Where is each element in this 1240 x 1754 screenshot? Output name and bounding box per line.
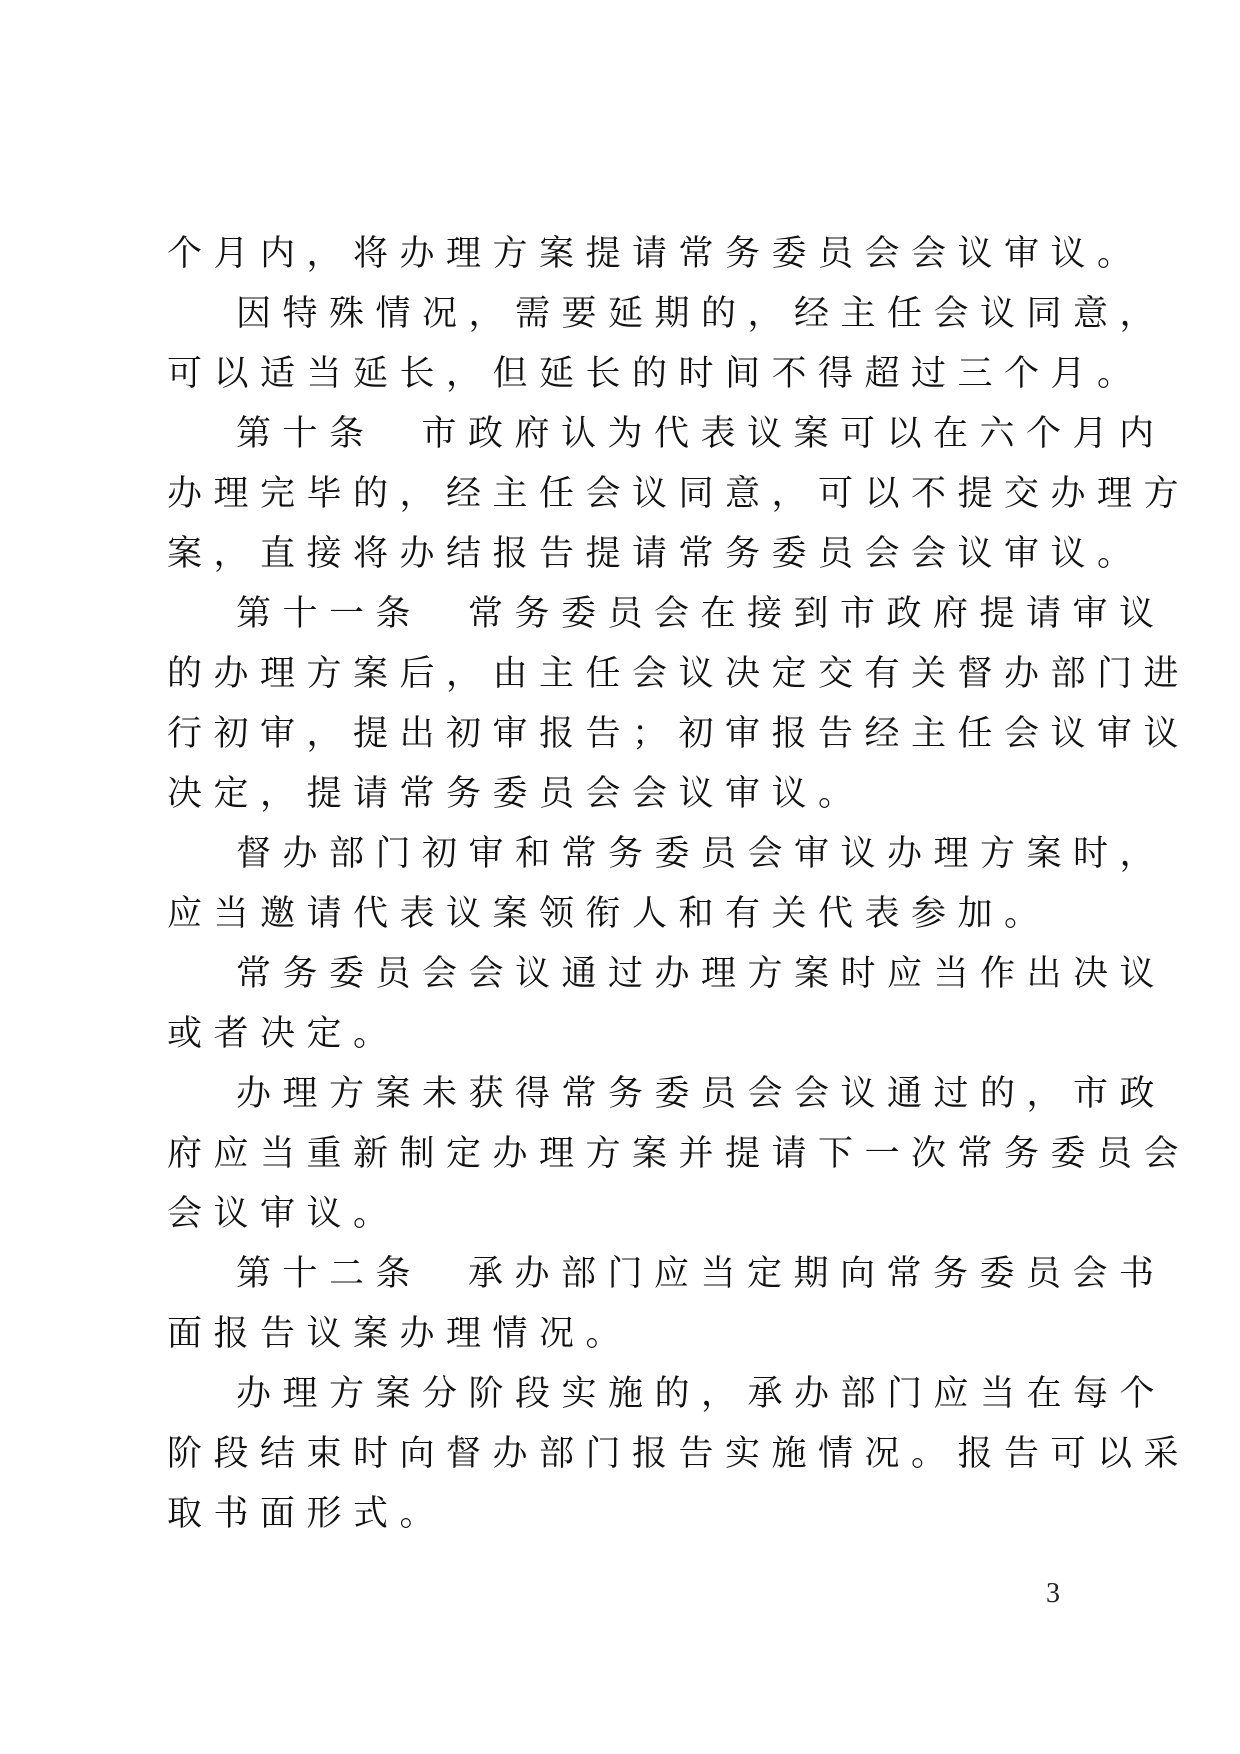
line-text: 可以适当延长，但延长的时间不得超过三个月。 — [167, 354, 1144, 394]
line-text: 常务委员会会议通过办理方案时应当作出决议 — [236, 954, 1167, 994]
line-text: 应当邀请代表议案领衔人和有关代表参加。 — [167, 894, 1051, 934]
line-text: 案，直接将办结报告提请常务委员会会议审议。 — [167, 534, 1144, 574]
article-number: 第十一条 — [236, 594, 423, 634]
text-line — [167, 344, 1144, 404]
line-text: 常务委员会在接到市政府提请审议 — [468, 594, 1166, 634]
article-number: 第十条 — [236, 414, 376, 454]
text-line — [167, 524, 1144, 584]
paragraph-first-line — [167, 284, 1167, 344]
line-text: 办理方案分阶段实施的，承办部门应当在每个 — [236, 1374, 1167, 1414]
text-line — [167, 1304, 1087, 1364]
line-text: 或者决定。 — [167, 1014, 400, 1054]
line-text: 会议审议。 — [167, 1194, 400, 1234]
line-text: 阶段结束时向督办部门报告实施情况。报告可以采 — [167, 1434, 1191, 1474]
line-text: 行初审，提出初审报告；初审报告经主任会议审议 — [167, 714, 1191, 754]
paragraph-first-line — [167, 1364, 1167, 1424]
text-line — [167, 1004, 1087, 1064]
line-text: 因特殊情况，需要延期的，经主任会议同意， — [236, 294, 1167, 334]
line-text: 办理方案未获得常务委员会会议通过的，市政 — [236, 1074, 1167, 1114]
article-10-heading-line — [167, 404, 1166, 464]
line-text: 面报告议案办理情况。 — [167, 1314, 633, 1354]
text-line — [167, 704, 1191, 764]
text-line — [167, 1484, 1087, 1544]
line-text: 的办理方案后，由主任会议决定交有关督办部门进 — [167, 654, 1191, 694]
page-number: 3 — [1046, 1578, 1060, 1609]
text-line — [167, 644, 1191, 704]
line-text: 决定，提请常务委员会会议审议。 — [167, 774, 865, 814]
text-line — [167, 464, 1191, 524]
line-text: 市政府认为代表议案可以在六个月内 — [421, 414, 1166, 454]
text-line — [167, 1424, 1191, 1484]
line-text: 个月内，将办理方案提请常务委员会会议审议。 — [167, 234, 1144, 274]
line-text: 取书面形式。 — [167, 1494, 447, 1534]
paragraph-first-line — [167, 944, 1167, 1004]
line-text: 督办部门初审和常务委员会审议办理方案时， — [236, 834, 1167, 874]
line-text: 办理完毕的，经主任会议同意，可以不提交办理方 — [167, 474, 1191, 514]
text-line — [167, 764, 1087, 824]
text-line — [167, 1184, 1087, 1244]
body-text — [167, 224, 1191, 1544]
paragraph-first-line — [167, 1064, 1167, 1124]
article-number: 第十二条 — [236, 1254, 423, 1294]
line-text: 承办部门应当定期向常务委员会书 — [468, 1254, 1166, 1294]
line-text: 府应当重新制定办理方案并提请下一次常务委员会 — [167, 1134, 1191, 1174]
article-12-heading-line — [167, 1244, 1166, 1304]
text-line — [167, 1124, 1191, 1184]
text-line — [167, 884, 1087, 944]
text-line — [167, 224, 1144, 284]
paragraph-first-line — [167, 824, 1167, 884]
article-11-heading-line — [167, 584, 1166, 644]
